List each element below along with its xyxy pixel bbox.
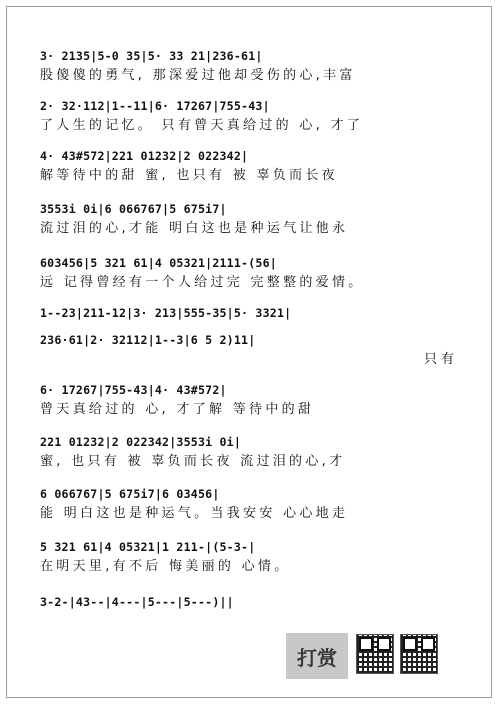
notation-line: 6· 17267|755-43|4· 43#572| bbox=[40, 383, 227, 397]
lyrics-line: 蜜, 也只有 被 辜负而长夜 流过泪的心,才 bbox=[40, 454, 346, 469]
notation-line: 6 066767|5 675i7|6 03456| bbox=[40, 487, 220, 501]
lyrics-line: 解等待中的甜 蜜, 也只有 被 辜负而长夜 bbox=[40, 168, 338, 183]
notation-line: 2· 32·112|1--11|6· 17267|755-43| bbox=[40, 99, 270, 113]
lyrics-line: 远 记得曾经有一个人给过完 完整整的爱情。 bbox=[40, 275, 365, 290]
score-line bbox=[40, 484, 458, 524]
notation-line: 236·61|2· 32112|1--3|6 5 2)11| bbox=[40, 333, 256, 347]
notation-line: 221 01232|2 022342|3553i 0i| bbox=[40, 435, 242, 449]
score-line bbox=[40, 303, 458, 323]
score-line bbox=[40, 592, 458, 612]
reward-button[interactable]: 打赏 bbox=[286, 633, 348, 679]
notation-line: 3553i 0i|6 066767|5 675i7| bbox=[40, 202, 227, 216]
lyrics-line: 流过泪的心,才能 明白这也是种运气让他永 bbox=[40, 221, 349, 236]
notation-line: 3· 2135|5-0 35|5· 33 21|236-61| bbox=[40, 49, 263, 63]
score-line bbox=[40, 46, 458, 86]
score-line bbox=[40, 199, 458, 239]
wechat-qr-code bbox=[356, 634, 394, 674]
score-line bbox=[40, 432, 458, 472]
lyrics-line: 在明天里,有不后 悔美丽的 心情。 bbox=[40, 559, 291, 574]
score-line bbox=[40, 146, 458, 186]
score-line bbox=[40, 380, 458, 420]
notation-line: 603456|5 321 61|4 05321|2111-(56| bbox=[40, 256, 277, 270]
notation-line: 3-2-|43--|4---|5---|5---)|| bbox=[40, 595, 234, 609]
score-line bbox=[40, 253, 458, 293]
lyrics-line: 曾天真给过的 心, 才了解 等待中的甜 bbox=[40, 402, 315, 417]
lyrics-line: 能 明白这也是种运气。当我安安 心心地走 bbox=[40, 506, 349, 521]
lyrics-line: 了人生的记忆。 只有曾天真给过的 心, 才了 bbox=[40, 118, 364, 133]
lyrics-line: 只有 bbox=[423, 352, 458, 367]
notation-line: 1--23|211-12|3· 213|555-35|5· 3321| bbox=[40, 306, 292, 320]
notation-line: 5 321 61|4 05321|1 211-|(5-3-| bbox=[40, 540, 256, 554]
score-line bbox=[40, 96, 458, 136]
notation-line: 4· 43#572|221 01232|2 022342| bbox=[40, 149, 249, 163]
score-line bbox=[40, 330, 458, 370]
lyrics-line: 股傻傻的勇气, 那深爱过他却受伤的心,丰富 bbox=[40, 68, 356, 83]
alipay-qr-code bbox=[400, 634, 438, 674]
score-line bbox=[40, 537, 458, 577]
